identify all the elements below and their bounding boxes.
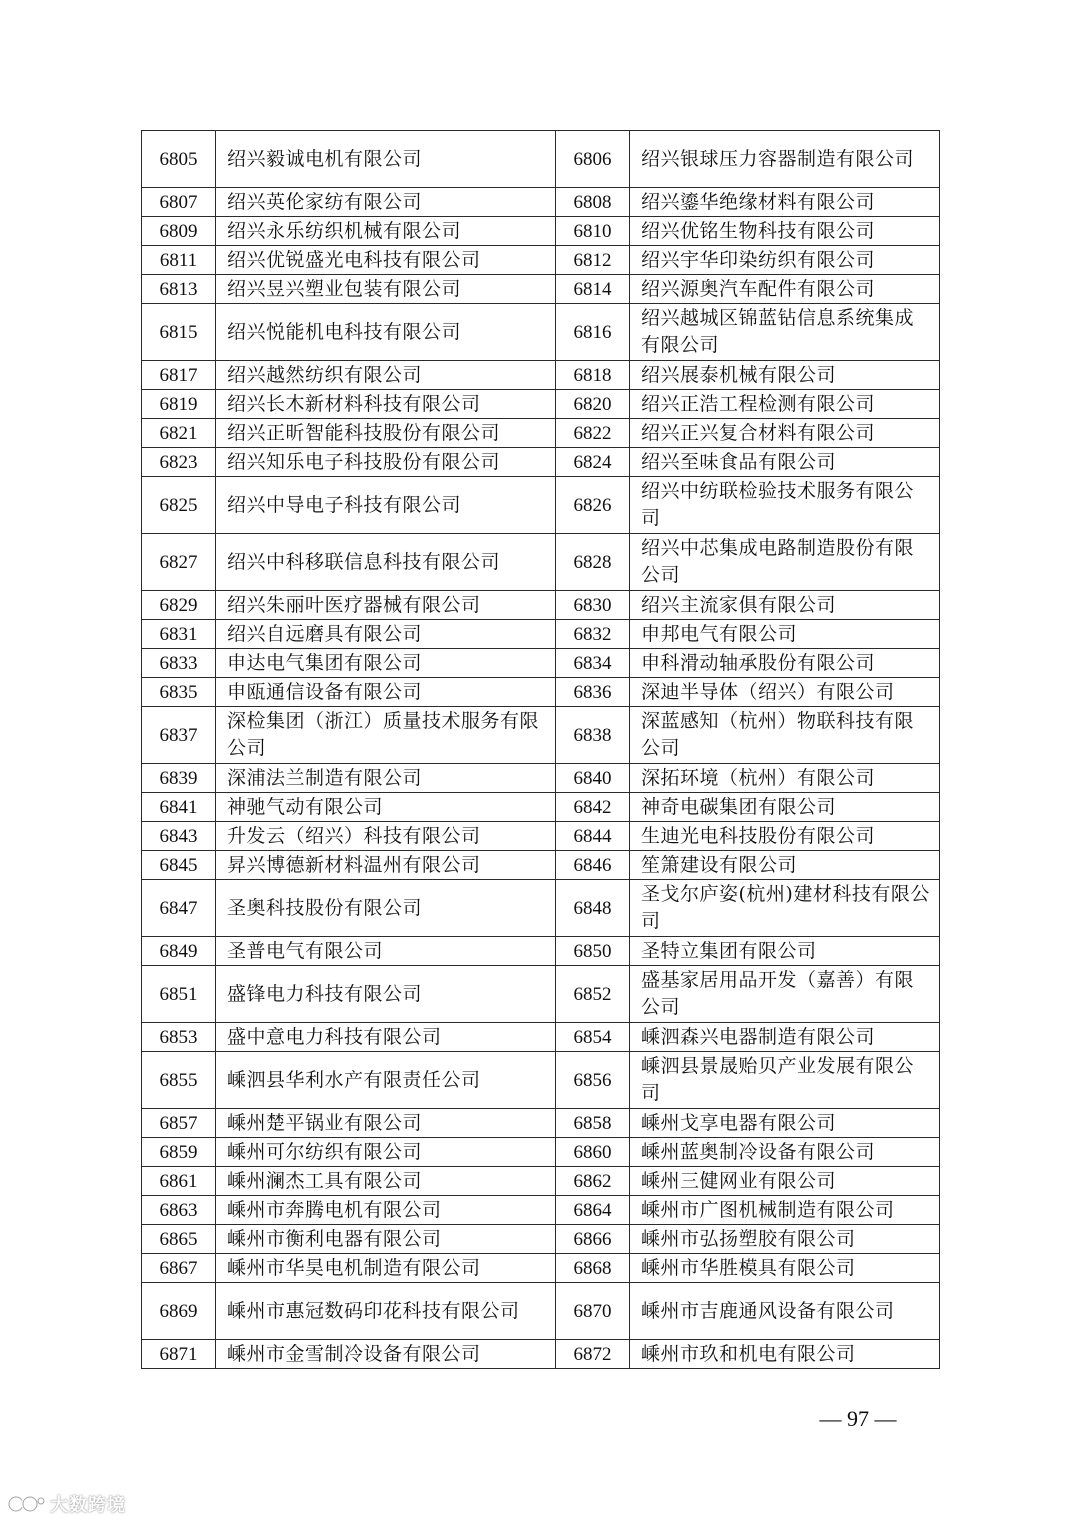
entry-number: 6834 [556,649,630,678]
company-name: 绍兴源奥汽车配件有限公司 [630,275,940,304]
table-row [142,1283,940,1340]
entry-number: 6815 [142,304,216,361]
company-name: 盛基家居用品开发（嘉善）有限公司 [630,966,940,1023]
entry-number: 6823 [142,448,216,477]
company-name: 深拓环境（杭州）有限公司 [630,764,940,793]
entry-number: 6826 [556,477,630,534]
company-name: 嵊泗森兴电器制造有限公司 [630,1023,940,1052]
entry-number: 6852 [556,966,630,1023]
table-row [142,966,940,1023]
entry-number: 6840 [556,764,630,793]
entry-number: 6829 [142,591,216,620]
entry-number: 6846 [556,851,630,880]
table-row [142,1340,940,1369]
entry-number: 6853 [142,1023,216,1052]
table-row [142,1023,940,1052]
company-name: 绍兴优铭生物科技有限公司 [630,217,940,246]
company-name: 深蓝感知（杭州）物联科技有限公司 [630,707,940,764]
company-name: 申邦电气有限公司 [630,620,940,649]
table-row [142,131,940,188]
company-name: 绍兴至味食品有限公司 [630,448,940,477]
table-row [142,1196,940,1225]
company-name: 升发云（绍兴）科技有限公司 [216,822,556,851]
entry-number: 6849 [142,937,216,966]
company-name: 绍兴主流家俱有限公司 [630,591,940,620]
company-name: 绍兴中纺联检验技术服务有限公司 [630,477,940,534]
company-name: 嵊州市华胜模具有限公司 [630,1254,940,1283]
company-name: 绍兴中芯集成电路制造股份有限公司 [630,534,940,591]
entry-number: 6825 [142,477,216,534]
entry-number: 6848 [556,880,630,937]
company-name: 申科滑动轴承股份有限公司 [630,649,940,678]
company-name: 嵊州戈享电器有限公司 [630,1109,940,1138]
company-name: 深迪半导体（绍兴）有限公司 [630,678,940,707]
entry-number: 6828 [556,534,630,591]
company-name: 嵊州市华昊电机制造有限公司 [216,1254,556,1283]
company-name: 生迪光电科技股份有限公司 [630,822,940,851]
entry-number: 6812 [556,246,630,275]
table-row [142,188,940,217]
table-row [142,880,940,937]
entry-number: 6862 [556,1167,630,1196]
table-row [142,1052,940,1109]
table-row [142,477,940,534]
table-row [142,217,940,246]
entry-number: 6836 [556,678,630,707]
entry-number: 6822 [556,419,630,448]
entry-number: 6850 [556,937,630,966]
watermark-logo-icon [6,1493,46,1515]
table-row [142,620,940,649]
entry-number: 6832 [556,620,630,649]
company-name: 绍兴银球压力容器制造有限公司 [630,131,940,188]
company-name: 嵊州市弘扬塑胶有限公司 [630,1225,940,1254]
company-name: 绍兴正昕智能科技股份有限公司 [216,419,556,448]
table-row [142,937,940,966]
company-name: 圣奥科技股份有限公司 [216,880,556,937]
entry-number: 6807 [142,188,216,217]
entry-number: 6857 [142,1109,216,1138]
entry-number: 6805 [142,131,216,188]
company-name: 深浦法兰制造有限公司 [216,764,556,793]
company-name: 绍兴永乐纺织机械有限公司 [216,217,556,246]
company-name: 嵊州市奔腾电机有限公司 [216,1196,556,1225]
table-row [142,1138,940,1167]
company-name: 绍兴悦能机电科技有限公司 [216,304,556,361]
entry-number: 6821 [142,419,216,448]
entry-number: 6833 [142,649,216,678]
entry-number: 6855 [142,1052,216,1109]
entry-number: 6819 [142,390,216,419]
entry-number: 6818 [556,361,630,390]
entry-number: 6816 [556,304,630,361]
company-name: 盛锋电力科技有限公司 [216,966,556,1023]
entry-number: 6863 [142,1196,216,1225]
table-row [142,707,940,764]
entry-number: 6839 [142,764,216,793]
table-row [142,1254,940,1283]
company-name: 嵊州蓝奥制冷设备有限公司 [630,1138,940,1167]
table-row [142,1167,940,1196]
company-name: 嵊州三健网业有限公司 [630,1167,940,1196]
table-row [142,246,940,275]
table-row [142,448,940,477]
entry-number: 6869 [142,1283,216,1340]
company-name: 神奇电碳集团有限公司 [630,793,940,822]
company-name: 绍兴自远磨具有限公司 [216,620,556,649]
entry-number: 6835 [142,678,216,707]
entry-number: 6813 [142,275,216,304]
company-name: 嵊州楚平锅业有限公司 [216,1109,556,1138]
company-name: 昇兴博德新材料温州有限公司 [216,851,556,880]
company-name: 申达电气集团有限公司 [216,649,556,678]
entry-number: 6865 [142,1225,216,1254]
watermark-text: 大数跨境 [50,1495,126,1516]
entry-number: 6866 [556,1225,630,1254]
table-row [142,764,940,793]
entry-number: 6868 [556,1254,630,1283]
table-row [142,1109,940,1138]
table-row [142,361,940,390]
company-name: 绍兴中科移联信息科技有限公司 [216,534,556,591]
entry-number: 6872 [556,1340,630,1369]
entry-number: 6843 [142,822,216,851]
entry-number: 6842 [556,793,630,822]
entry-number: 6827 [142,534,216,591]
company-name: 盛中意电力科技有限公司 [216,1023,556,1052]
company-name: 申瓯通信设备有限公司 [216,678,556,707]
entry-number: 6814 [556,275,630,304]
entry-number: 6851 [142,966,216,1023]
company-name: 绍兴鎏华绝缘材料有限公司 [630,188,940,217]
company-name: 绍兴英伦家纺有限公司 [216,188,556,217]
company-name: 绍兴正兴复合材料有限公司 [630,419,940,448]
entry-number: 6831 [142,620,216,649]
entry-number: 6856 [556,1052,630,1109]
company-name: 嵊泗县华利水产有限责任公司 [216,1052,556,1109]
company-name: 嵊州市吉鹿通风设备有限公司 [630,1283,940,1340]
entry-number: 6859 [142,1138,216,1167]
company-name: 绍兴越城区锦蓝钻信息系统集成有限公司 [630,304,940,361]
company-name: 绍兴昱兴塑业包装有限公司 [216,275,556,304]
company-list-table [141,130,940,1369]
entry-number: 6811 [142,246,216,275]
entry-number: 6837 [142,707,216,764]
entry-number: 6810 [556,217,630,246]
entry-number: 6808 [556,188,630,217]
table-row [142,822,940,851]
company-name: 笙箫建设有限公司 [630,851,940,880]
company-name: 绍兴越然纺织有限公司 [216,361,556,390]
company-name: 绍兴正浩工程检测有限公司 [630,390,940,419]
company-name: 嵊州市玖和机电有限公司 [630,1340,940,1369]
table-row [142,1225,940,1254]
entry-number: 6864 [556,1196,630,1225]
entry-number: 6861 [142,1167,216,1196]
entry-number: 6845 [142,851,216,880]
company-name: 嵊州可尔纺织有限公司 [216,1138,556,1167]
entry-number: 6854 [556,1023,630,1052]
company-name: 绍兴长木新材料科技有限公司 [216,390,556,419]
entry-number: 6806 [556,131,630,188]
company-name: 嵊州市惠冠数码印花科技有限公司 [216,1283,556,1340]
entry-number: 6858 [556,1109,630,1138]
entry-number: 6841 [142,793,216,822]
table-row [142,678,940,707]
table-row [142,851,940,880]
watermark [6,1491,126,1517]
entry-number: 6838 [556,707,630,764]
table-row [142,534,940,591]
company-name: 绍兴知乐电子科技股份有限公司 [216,448,556,477]
company-name: 嵊州市广图机械制造有限公司 [630,1196,940,1225]
company-name: 嵊州市衡利电器有限公司 [216,1225,556,1254]
table-row [142,649,940,678]
company-name: 深检集团（浙江）质量技术服务有限公司 [216,707,556,764]
company-name: 神驰气动有限公司 [216,793,556,822]
company-name: 绍兴朱丽叶医疗器械有限公司 [216,591,556,620]
entry-number: 6820 [556,390,630,419]
company-list-body [142,131,940,1369]
company-name: 绍兴中导电子科技有限公司 [216,477,556,534]
company-name: 绍兴宇华印染纺织有限公司 [630,246,940,275]
entry-number: 6824 [556,448,630,477]
table-row [142,275,940,304]
entry-number: 6830 [556,591,630,620]
table-row [142,304,940,361]
table-row [142,793,940,822]
entry-number: 6844 [556,822,630,851]
company-name: 嵊州市金雪制冷设备有限公司 [216,1340,556,1369]
entry-number: 6870 [556,1283,630,1340]
entry-number: 6847 [142,880,216,937]
page-number: — 97 — [819,1406,897,1431]
company-name: 绍兴展泰机械有限公司 [630,361,940,390]
company-name: 圣戈尔庐姿(杭州)建材科技有限公司 [630,880,940,937]
company-name: 嵊州澜杰工具有限公司 [216,1167,556,1196]
company-name: 嵊泗县景晟贻贝产业发展有限公司 [630,1052,940,1109]
company-name: 绍兴优锐盛光电科技有限公司 [216,246,556,275]
company-name: 圣特立集团有限公司 [630,937,940,966]
table-row [142,591,940,620]
company-name: 绍兴毅诚电机有限公司 [216,131,556,188]
entry-number: 6860 [556,1138,630,1167]
entry-number: 6809 [142,217,216,246]
entry-number: 6867 [142,1254,216,1283]
company-name: 圣普电气有限公司 [216,937,556,966]
entry-number: 6871 [142,1340,216,1369]
table-row [142,419,940,448]
entry-number: 6817 [142,361,216,390]
table-row [142,390,940,419]
